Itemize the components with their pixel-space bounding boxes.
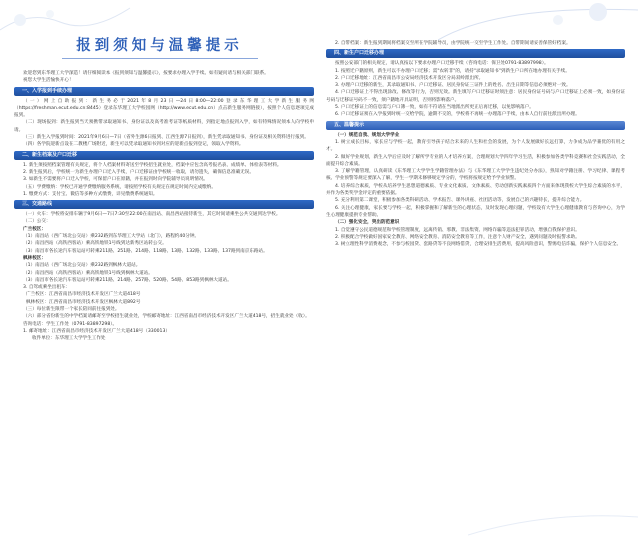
floral-decoration-bottom-right [468, 511, 638, 537]
recipient-line: 收件单位：东华理工大学学生工作处 [32, 336, 106, 342]
paragraph: （五）学费缴纳：学校已开通学费缴纳服务系统，请按照学校有关规定在规定时间内完成缴纳。 [23, 184, 216, 190]
section-header-hukou: 四、新生户口迁移办理 [326, 49, 625, 58]
paragraph: 1. 树立成长目标，家长应与学校一起，教育引导孩子结合未来的人生和社会的发展，为个人发展做好长远打算，力争成为品学兼优的有用之才。 [326, 139, 625, 153]
paragraph: （二）公交： [23, 219, 51, 225]
paragraph: 咨询电话：学生工作处（0791-83897298）。 [23, 321, 118, 327]
paragraph: 1. 按照迁户籍原则，新生可以不办理户口迁移；需"农转非"的，请持"录取通知书"到新生户口所在地办理有关手续。 [335, 68, 570, 74]
left-column [14, 70, 314, 343]
paragraph: 1. 缴费方式：支付宝、微信等多种方式缴费，详见缴费系统通知。 [23, 191, 158, 197]
paragraph: 6. 关注心理健康，家长要与学校一起，积极掌握和了解新生的心理状态，及时发现心理问题，学校设有大学生心理健康教育与咨询中心，为学生心理健康提供专业帮助。 [326, 205, 625, 218]
paragraph: （一）火车：学校将安排车辆于9月6日—7日7:30至22:00在南昌站、南昌西站接待新生，其它时间请乘坐公共交通到达学校。 [23, 212, 281, 218]
intro-greeting: 祝您大学生活愉快开心！ [23, 78, 74, 84]
paragraph: （三）新生入学报到时间：2021年9月6日—7日（省外生源6日报到、江西生源7日报到），新生凭录取通知书、身份证及相关资料进行报到。 [23, 135, 309, 141]
paragraph: 1. 新生须按照档案管理有关规定，将个人档案材料寄送至学校招生就业处，档案中应包含高考报名表、成绩单、体检表等材料。 [23, 162, 282, 168]
title-underline [62, 58, 258, 59]
intro-paragraph: 欢迎您到东华理工大学深造！请仔细阅读本《报到须知与温馨提示》，按要求办理入学手续。如有疑问请与相关部门联系。 [23, 71, 269, 76]
paragraph: （一）网上自助报到：新生务必于2021年8月23日—24日8:00—22:00登录东华理工大学新生服务网（https://freshman.ecut.edu.cn:8445）登录东华理工大学校园网（http://www.ecut.edu.cn）点击新生服务网链接），按照个人信息逐项完成报到。 [14, 98, 314, 119]
paragraph: 3. 自驾或乘坐出租车： [23, 285, 71, 291]
paragraph: （四）各学院迎新点设在二教楼广场附近，新生可以凭录取通知书到对应的迎新点报到登记，领取入学资料。 [23, 142, 244, 148]
paragraph: 5. 户口迁移证上的信息需与户口簿一致，如有不符请在当地派出所更正后再迁移，以免影响落户。 [335, 105, 534, 111]
paragraph: 2. 积极配合学校做好国家安全教育、网络安全教育、消防安全教育等工作，注意个人财产安全，遇到问题及时报警求助。 [335, 234, 580, 240]
paragraph: 6. 户口迁移证须在入学报到时统一交给学院，逾期不交的，学校将不再统一办理落户手续，由本人自行前往派出所办理。 [335, 112, 580, 118]
paragraph: （二）现场报到：新生报到当天须携带录取通知书、身份证以及高考准考证等纸质材料，到指定地点报到入学，如有特殊情况须本人向学校申请。 [14, 120, 314, 133]
paragraph: （1）南昌站（西广场北公交站）乘232路到东华理工大学站（北门），路程约40分钟。 [23, 234, 200, 240]
paragraph: （1）南昌站（西广场北公交站）乘232路到枫林大道站。 [23, 263, 141, 269]
page-title: 报到须知与温馨提示 [76, 37, 243, 54]
paragraph: （2）南昌西站（高铁西客站）乘高铁地铁1号线到枫林大道站。 [23, 270, 153, 276]
right-column [326, 40, 625, 248]
paragraph: （3）南昌市各长途汽车客运站可转乘211路、251路、214路、118路、13路、132路、133路、137路到南京东路站。 [23, 248, 268, 254]
paragraph: 2. 户口迁移地址：江西省南昌市公安局经济技术开发区分局双岭派出所。 [335, 75, 484, 81]
paragraph: 2. 自带档案：新生报到期间将档案交至所在学院辅导员，由学院统一交至学生工作处。自带期间请妥善保管好档案。 [335, 41, 571, 46]
address-line: 枫林校区：江西省南昌市经济技术开发区枫林大道892号 [26, 299, 141, 305]
paragraph: （3）南昌市各长途汽车客运站可转乘211路、214路、257路、520路、54路、853路到枫林大道站。 [23, 277, 232, 283]
paragraph: 4. 户口迁移证上不得出现涂改、修改等行为，否则无效。新生填写户口迁移证时须注意：居民身份证号码与户口迁移证上必须一致，如身份证号码与迁移证号码不一致，须户籍地开具证明，否则将影响落户。 [326, 90, 625, 103]
subheading-guanglan: 广兰校区： [23, 226, 46, 232]
paragraph: 3. 办理户口迁移的新生，其录取通知书、户口迁移证、居民身份证三证件上的姓名、出生日期等信息必须绝对一致。 [335, 83, 571, 89]
subheading-safety: （二）强化安全，突出防范意识 [335, 220, 400, 226]
paragraph: （三）每位新生限带一个家长陪同前往报到处。 [23, 307, 120, 313]
paragraph: 按照公安部门的相关规定，请认真按以下要求办理户口迁移手续（咨询电话：保卫处0791-83897998）。 [335, 61, 549, 67]
section-header-transport: 三、交通路线 [14, 200, 314, 209]
subheading-fenglin: 枫林校区： [23, 255, 46, 261]
paragraph: 1. 自觉遵守公民道德规范和学校管理制度，远离传销、邪教、非法集资、网络诈骗等违法犯罪活动，增强自我保护意识。 [335, 227, 580, 233]
paragraph: （六）部分省份新生的中学档案请邮寄至学校招生就业处，学校邮寄地址：江西省南昌市经济技术开发区广兰大道418号，招生就业处（收）。 [23, 314, 310, 320]
paragraph: 2. 做好学业规划，新生入学后应及时了解所学专业的人才培养方案，合理规划大学四年学习生活，积极参加各类学科竞赛和社会实践活动，全面提升综合素质。 [326, 154, 625, 167]
paragraph: 2. 新生报到后，学校统一为新生办理户口迁入手续，户口迁移证由学校统一收取，请勿遗失，确保信息准确无误。 [23, 169, 254, 175]
paragraph: 4. 培养综合素质，学校从培养学生思想道德素质、专业文化素质、文体素质、劳动创新实践素质四个方面来体现我校大学生综合素质的水平，并作为各类奖学金评定的重要依据。 [326, 183, 625, 197]
paragraph: （2）南昌西站（高铁西客站）乘高铁地铁1号线到达新秀区站转公交。 [23, 241, 167, 247]
subheading-planning: （一）规范自我、规划大学学业 [335, 132, 400, 138]
section-header-enrollment: 一、入学报到手续办理 [14, 87, 314, 96]
paragraph: 3. 了解学籍管理，认真研读《东华理工大学学生学籍管理办法》与《东华理工大学学生违纪处分办法》，熟知对学籍注册、学习纪律、课程考核、学业预警等规定要深入了解，学生一学期未修够规定学分的，学校将按规定给予学业预警。 [326, 169, 625, 182]
paragraph: 3. 树立理性科学消费观念，不参与校园贷、套路贷等不良网络借贷，合理安排生活费用，提高风险意识，警惕电信诈骗，保护个人信息安全。 [335, 242, 622, 248]
paragraph: 3. 如新生不需要将户口迁入学校，可保留户口在原籍，并在报到时向学院辅导员说明情况。 [23, 177, 209, 183]
paragraph: 5. 充分利用第二课堂，积极参加各类科研活动、学术报告、课外讲座、社团活动等，发展自己的兴趣特长，提升综合能力。 [335, 198, 585, 204]
address-line: 广兰校区：江西省南昌市经济技术开发区广兰大道418号 [26, 292, 141, 298]
floral-decoration-top-right [438, 0, 638, 44]
section-header-tips: 五、温馨提示 [326, 121, 625, 130]
section-header-archives: 二、新生档案及户口迁移 [14, 151, 314, 160]
title-block [0, 34, 319, 59]
paragraph: 1. 邮寄地址：江西省南昌市经济技术开发区广兰大道418号（330013） [23, 328, 170, 334]
